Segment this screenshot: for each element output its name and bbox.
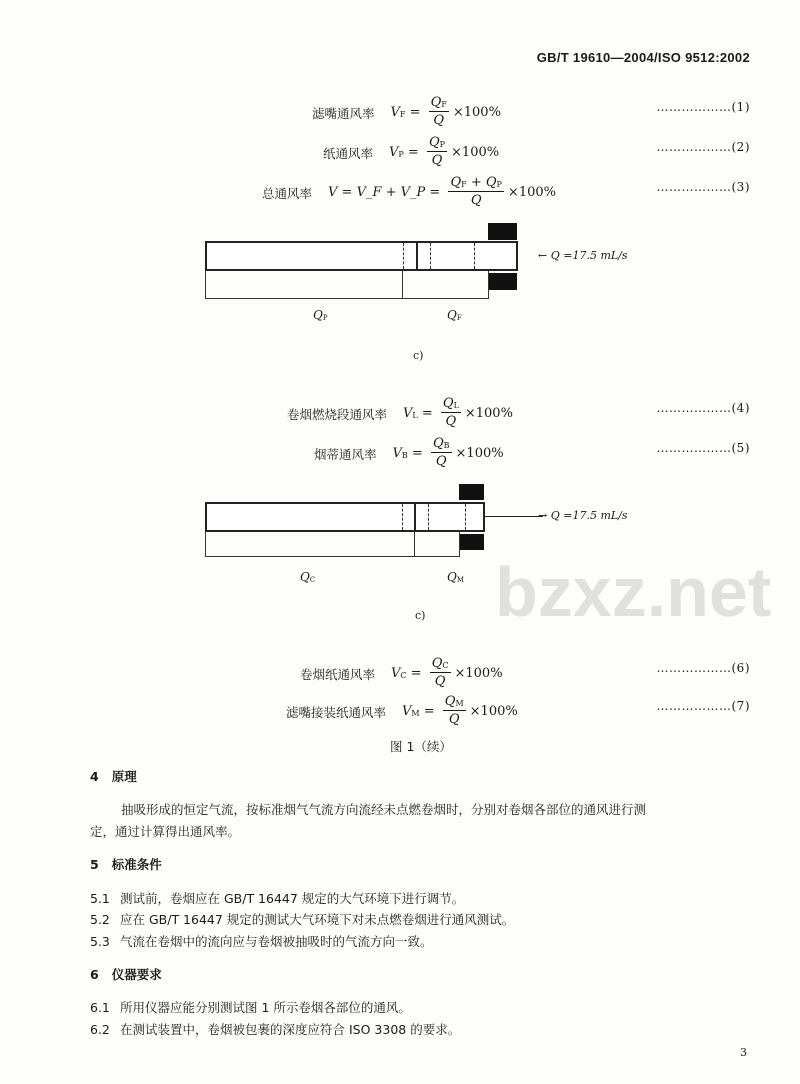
divider-line	[465, 504, 466, 530]
lhs: V	[328, 185, 338, 200]
section-4-paragraph-line1: 抽吸形成的恒定气流，按标准烟气气流方向流经未点燃卷烟时，分别对卷烟各部位的通风进行测	[121, 802, 647, 817]
clause-6-1: 6.1 所用仪器应能分别测试图 1 所示卷烟各部位的通风。	[90, 1000, 411, 1015]
flow-label-left: $Q_P$	[313, 308, 328, 322]
clause-5-2: 5.2 应在 GB/T 16447 规定的测试大气环境下对未点燃卷烟进行通风测试。	[90, 912, 515, 927]
clause-6-2: 6.2 在测试装置中，卷烟被包裹的深度应符合 ISO 3308 的要求。	[90, 1022, 461, 1037]
fraction: $\frac{Q_F}{Q}$	[430, 95, 447, 128]
equation-2: 纸通风率 $V_P$ = $\frac{Q_P}{Q}$ ×100%	[323, 135, 500, 168]
fraction: $\frac{Q_M}{Q}$	[444, 694, 464, 727]
bracket-right	[403, 271, 489, 299]
section-4-paragraph-line2: 定，通过计算得出通风率。	[90, 824, 241, 839]
bracket-left	[205, 532, 415, 557]
fraction: $\frac{Q_L}{Q}$	[442, 396, 459, 429]
equation-number-7: ………………(7)	[656, 699, 750, 713]
equation-number-1: ………………(1)	[656, 100, 750, 114]
clause-5-1: 5.1 测试前，卷烟应在 GB/T 16447 规定的大气环境下进行调节。	[90, 891, 465, 906]
divider-line	[414, 504, 416, 530]
equation-label: 纸通风率	[323, 145, 374, 161]
equation-number-5: ………………(5)	[656, 441, 750, 455]
equation-7: 滤嘴接装纸通风率 $V_M$ = $\frac{Q_M}{Q}$ ×100%	[286, 694, 518, 727]
divider-line	[428, 504, 429, 530]
section-5-heading: 5 标准条件	[90, 857, 162, 872]
fraction: $\frac{Q_P}{Q}$	[428, 135, 446, 168]
standard-number-header: GB/T 19610—2004/ISO 9512:2002	[536, 50, 750, 65]
equation-4: 卷烟燃烧段通风率 $V_L$ = $\frac{Q_L}{Q}$ ×100%	[287, 396, 513, 429]
equation-1: 滤嘴通风率 $V_F$ = $\frac{Q_F}{Q}$ ×100%	[312, 95, 501, 128]
divider-line	[416, 243, 418, 269]
equation-3: 总通风率 V = V_F + V_P = $\frac{Q_F + Q_P}{Q}$ ×100%	[262, 175, 556, 208]
divider-line	[430, 243, 431, 269]
watermark: bzxz.net	[495, 553, 772, 631]
flow-label-right: $Q_F$	[447, 308, 462, 322]
section-4-heading: 4 原理	[90, 769, 137, 784]
bracket-right	[415, 532, 460, 557]
clause-5-3: 5.3 气流在卷烟中的流向应与卷烟被抽吸时的气流方向一致。	[90, 934, 433, 949]
section-6-heading: 6 仪器要求	[90, 967, 162, 982]
seal-block-top	[459, 484, 484, 500]
seal-block-top	[488, 223, 517, 240]
seal-block-bottom	[459, 534, 484, 550]
seal-block-bottom	[488, 273, 517, 290]
figure-e-caption: c)	[415, 609, 426, 622]
page-number: 3	[740, 1046, 747, 1059]
equation-number-4: ………………(4)	[656, 401, 750, 415]
divider-line	[474, 243, 475, 269]
equation-6: 卷烟纸通风率 $V_C$ = $\frac{Q_C}{Q}$ ×100%	[300, 656, 503, 689]
fraction: $\frac{Q_B}{Q}$	[432, 436, 450, 469]
equation-label: 滤嘴通风率	[312, 105, 375, 121]
figure-c-caption: c)	[413, 349, 424, 362]
flow-label-left: $Q_C$	[300, 570, 316, 584]
equation-5: 烟蒂通风率 $V_B$ = $\frac{Q_B}{Q}$ ×100%	[314, 436, 504, 469]
bracket-left	[205, 271, 403, 299]
flow-arrow-line	[485, 516, 543, 517]
lhs: V	[390, 105, 400, 120]
equation-number-3: ………………(3)	[656, 180, 750, 194]
cigarette-tube	[205, 241, 518, 271]
lhs-sub: F	[399, 110, 406, 119]
equation-number-6: ………………(6)	[656, 661, 750, 675]
equation-number-2: ………………(2)	[656, 140, 750, 154]
fraction: $\frac{Q_F + Q_P}{Q}$	[450, 175, 502, 208]
figure-caption: 图 1（续）	[390, 739, 452, 754]
divider-line	[403, 243, 404, 269]
cigarette-tube	[205, 502, 485, 532]
flow-label: ← Q =17.5 mL/s	[538, 249, 628, 262]
flow-label-right: $Q_M$	[447, 570, 465, 584]
fraction: $\frac{Q_C}{Q}$	[431, 656, 449, 689]
suffix: ×100%	[452, 105, 501, 120]
divider-line	[402, 504, 403, 530]
flow-label: → Q =17.5 mL/s	[538, 509, 628, 522]
equation-label: 总通风率	[262, 185, 313, 201]
equation-3-middle-term: = V_F + V_P	[341, 185, 426, 200]
